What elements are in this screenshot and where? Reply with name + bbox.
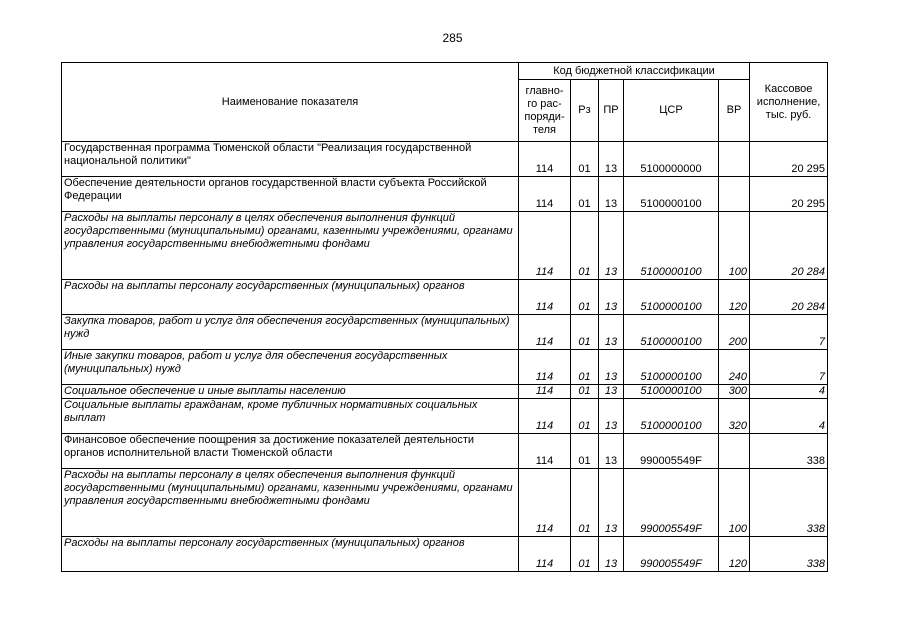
- row-csr: 5100000100: [624, 399, 719, 434]
- header-name: Наименование показателя: [62, 63, 519, 142]
- row-vr: [719, 142, 750, 177]
- row-gl: 114: [519, 537, 571, 572]
- row-vr: [719, 177, 750, 212]
- row-pr: 13: [599, 280, 624, 315]
- row-vr: 320: [719, 399, 750, 434]
- header-csr: ЦСР: [624, 80, 719, 142]
- row-pr: 13: [599, 469, 624, 537]
- table-row: [62, 212, 828, 280]
- row-amount: 20 295: [750, 177, 828, 212]
- table-row: [62, 315, 828, 350]
- row-vr: 120: [719, 537, 750, 572]
- row-vr: 100: [719, 212, 750, 280]
- row-vr: 100: [719, 469, 750, 537]
- row-pr: 13: [599, 142, 624, 177]
- row-gl: 114: [519, 399, 571, 434]
- row-gl: 114: [519, 469, 571, 537]
- budget-table: [61, 62, 828, 572]
- row-pr: 13: [599, 212, 624, 280]
- header-pr: ПР: [599, 80, 624, 142]
- header-rz: Рз: [571, 80, 599, 142]
- row-rz: 01: [571, 315, 599, 350]
- table-row: [62, 177, 828, 212]
- row-amount: 4: [750, 385, 828, 399]
- row-amount: 338: [750, 537, 828, 572]
- row-csr: 5100000100: [624, 385, 719, 399]
- row-csr: 5100000100: [624, 212, 719, 280]
- row-name: Расходы на выплаты персоналу в целях обеспечения выполнения функций государственными (муниципальными) органами, казенными учреждениями, органами управления государственными внебюджетными фондами: [62, 469, 519, 537]
- row-vr: [719, 434, 750, 469]
- row-amount: 20 284: [750, 280, 828, 315]
- table-row: [62, 280, 828, 315]
- row-name: Расходы на выплаты персоналу государственных (муниципальных) органов: [62, 537, 519, 572]
- row-pr: 13: [599, 537, 624, 572]
- row-csr: 5100000100: [624, 280, 719, 315]
- row-name: Иные закупки товаров, работ и услуг для обеспечения государственных (муниципальных) нужд: [62, 350, 519, 385]
- row-rz: 01: [571, 177, 599, 212]
- row-amount: 338: [750, 434, 828, 469]
- table-row: [62, 399, 828, 434]
- row-rz: 01: [571, 142, 599, 177]
- table-body: [62, 142, 828, 572]
- row-pr: 13: [599, 177, 624, 212]
- table-row: [62, 385, 828, 399]
- header-code-group: Код бюджетной классификации: [519, 63, 750, 80]
- row-gl: 114: [519, 385, 571, 399]
- row-name: Государственная программа Тюменской области "Реализация государственной национальной политики": [62, 142, 519, 177]
- row-name: Социальные выплаты гражданам, кроме публичных нормативных социальных выплат: [62, 399, 519, 434]
- row-rz: 01: [571, 537, 599, 572]
- row-csr: 5100000000: [624, 142, 719, 177]
- header-gl: главно- го рас- поряди- теля: [519, 80, 571, 142]
- row-pr: 13: [599, 350, 624, 385]
- row-name: Расходы на выплаты персоналу в целях обеспечения выполнения функций государственными (муниципальными) органами, казенными учреждениями, органами управления государственными внебюджетными фондами: [62, 212, 519, 280]
- row-name: Расходы на выплаты персоналу государственных (муниципальных) органов: [62, 280, 519, 315]
- page-number: 285: [442, 31, 463, 45]
- row-gl: 114: [519, 177, 571, 212]
- row-amount: 20 295: [750, 142, 828, 177]
- row-gl: 114: [519, 350, 571, 385]
- row-vr: 300: [719, 385, 750, 399]
- row-pr: 13: [599, 434, 624, 469]
- table-row: [62, 350, 828, 385]
- row-rz: 01: [571, 350, 599, 385]
- header-vr: ВР: [719, 80, 750, 142]
- row-gl: 114: [519, 434, 571, 469]
- row-gl: 114: [519, 212, 571, 280]
- row-rz: 01: [571, 280, 599, 315]
- row-csr: 990005549F: [624, 469, 719, 537]
- row-csr: 990005549F: [624, 434, 719, 469]
- row-gl: 114: [519, 142, 571, 177]
- table-row: [62, 469, 828, 537]
- row-rz: 01: [571, 212, 599, 280]
- row-csr: 5100000100: [624, 350, 719, 385]
- row-pr: 13: [599, 385, 624, 399]
- row-amount: 4: [750, 399, 828, 434]
- row-name: Финансовое обеспечение поощрения за достижение показателей деятельности органов исполнительной власти Тюменской области: [62, 434, 519, 469]
- row-vr: 200: [719, 315, 750, 350]
- row-rz: 01: [571, 434, 599, 469]
- row-pr: 13: [599, 315, 624, 350]
- row-amount: 338: [750, 469, 828, 537]
- row-name: Закупка товаров, работ и услуг для обеспечения государственных (муниципальных) нужд: [62, 315, 519, 350]
- row-csr: 5100000100: [624, 177, 719, 212]
- row-name: Обеспечение деятельности органов государственной власти субъекта Российской Федерации: [62, 177, 519, 212]
- row-vr: 120: [719, 280, 750, 315]
- table-row: [62, 537, 828, 572]
- row-pr: 13: [599, 399, 624, 434]
- table-row: [62, 434, 828, 469]
- row-csr: 990005549F: [624, 537, 719, 572]
- row-rz: 01: [571, 385, 599, 399]
- row-rz: 01: [571, 399, 599, 434]
- row-amount: 7: [750, 315, 828, 350]
- table-row: [62, 142, 828, 177]
- row-vr: 240: [719, 350, 750, 385]
- row-rz: 01: [571, 469, 599, 537]
- header-amount: Кассовое исполнение, тыс. руб.: [750, 63, 828, 142]
- row-csr: 5100000100: [624, 315, 719, 350]
- row-gl: 114: [519, 315, 571, 350]
- row-amount: 20 284: [750, 212, 828, 280]
- row-name: Социальное обеспечение и иные выплаты населению: [62, 385, 519, 399]
- row-amount: 7: [750, 350, 828, 385]
- row-gl: 114: [519, 280, 571, 315]
